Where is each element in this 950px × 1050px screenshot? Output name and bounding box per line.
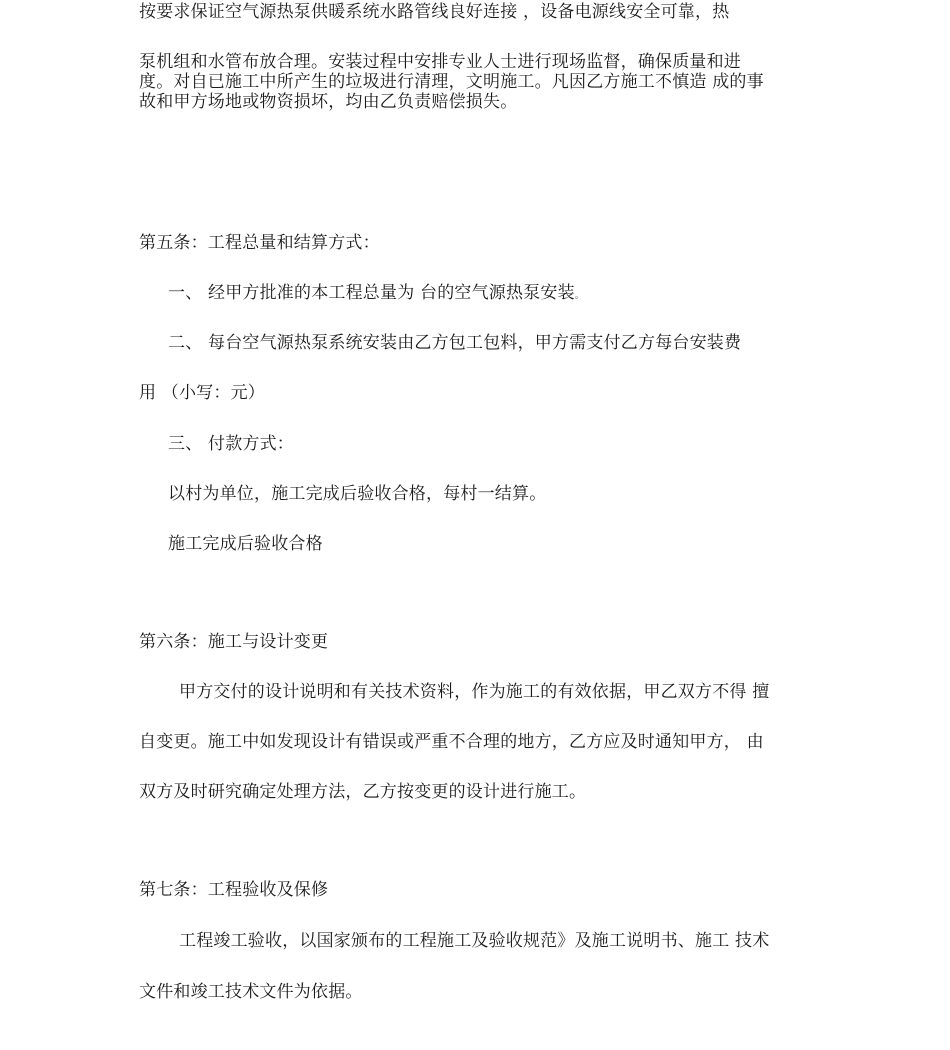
paragraph-line: 泵机组和水管布放合理。安装过程中安排专业人士进行现场监督，确保质量和进 [139,52,741,72]
article-7-heading: 第七条：工程验收及保修 [139,880,329,900]
paragraph-line: 双方及时研究确定处理方法，乙方按变更的设计进行施工。 [139,782,587,802]
article-5-heading: 第五条：工程总量和结算方式： [139,233,380,253]
article-5-item-2-continued: 用 （小写：元） [139,383,266,403]
article-5-item-2: 二、 每台空气源热泵系统安装由乙方包工包料，甲方需支付乙方每台安装费 [168,333,742,353]
item-1-text: 一、 经甲方批准的本工程总量为 台的空气源热泵安装 [168,283,575,303]
item-1-period: 。 [574,291,585,301]
paragraph-line: 工程竣工验收，以国家颁布的工程施工及验收规范》及施工说明书、施工 技术 [179,931,770,951]
paragraph-line: 自变更。施工中如发现设计有错误或严重不合理的地方，乙方应及时通知甲方， 由 [139,732,764,752]
paragraph-line: 甲方交付的设计说明和有关技术资料，作为施工的有效依据，甲乙双方不得 擅 [179,682,770,702]
paragraph-line: 度。对自已施工中所产生的垃圾进行清理，文明施工。凡因乙方施工不慎造 成的事 [139,72,764,92]
paragraph-line: 文件和竣工技术文件为依据。 [139,982,363,1002]
article-6-heading: 第六条：施工与设计变更 [139,632,329,652]
payment-method-line: 以村为单位，施工完成后验收合格，每村一结算。 [168,484,547,504]
article-5-item-1 [168,283,584,306]
article-5-item-3: 三、 付款方式： [168,434,295,454]
paragraph-line: 按要求保证空气源热泵供暖系统水路管线良好连接 ，设备电源线安全可靠，热 [139,2,730,22]
payment-method-line: 施工完成后验收合格 [168,534,323,554]
paragraph-line: 故和甲方场地或物资损坏，均由乙负责赔偿损失。 [139,92,518,112]
